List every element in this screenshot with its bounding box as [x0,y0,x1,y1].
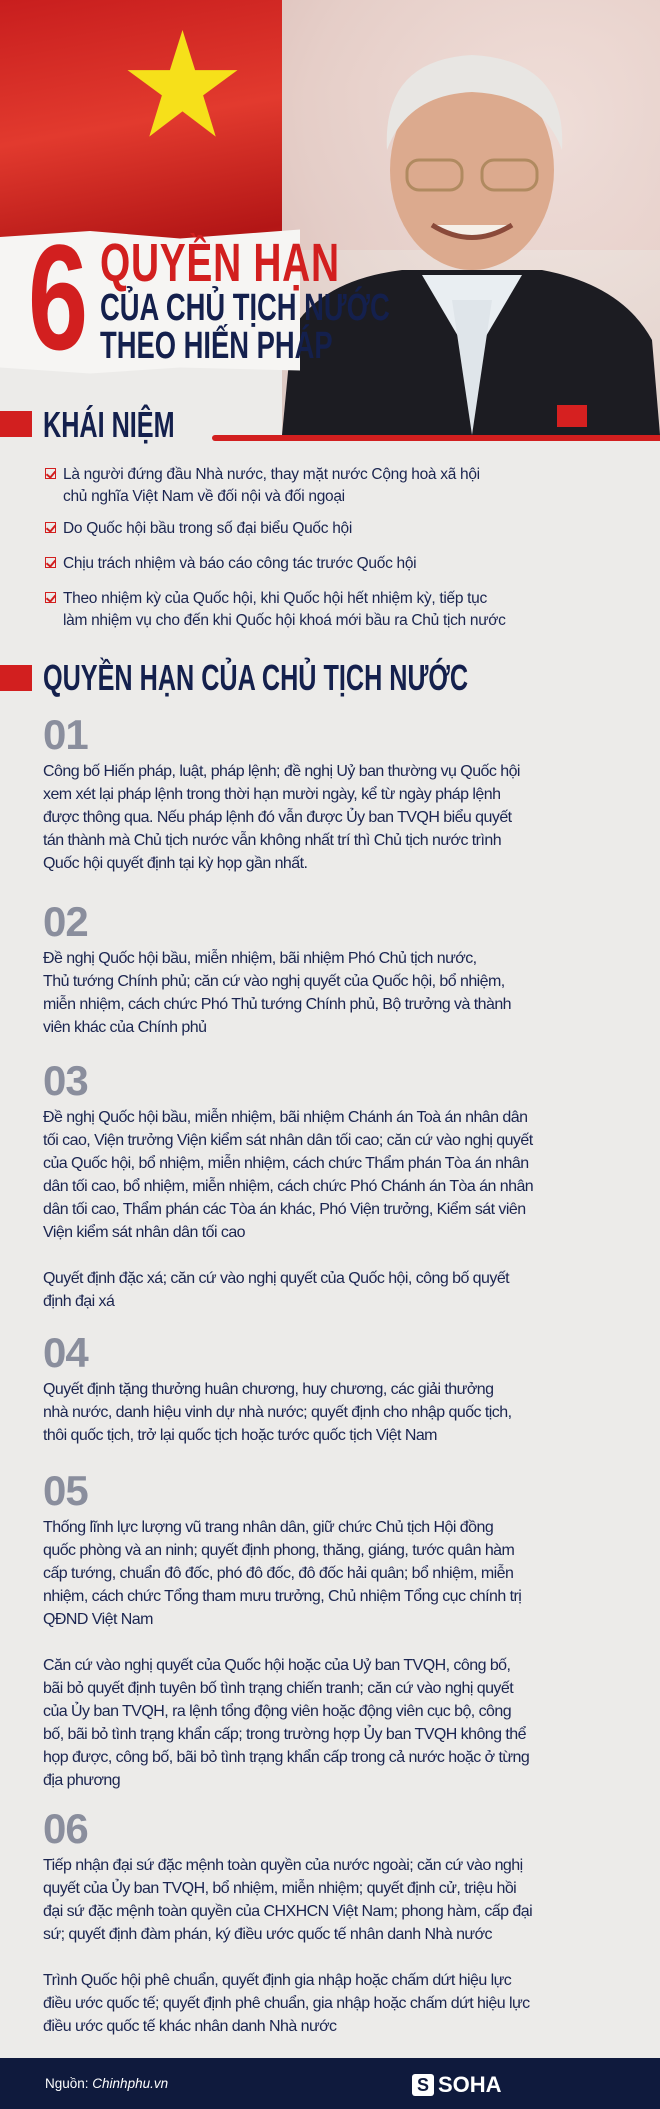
concept-item [45,588,506,632]
concept-item [45,518,352,540]
power-line: tán thành mà Chủ tịch nước vẫn không nhất trí thì Chủ tịch nước trình [43,832,502,849]
logo-mark: S [412,2074,434,2096]
power-line: viên khác của Chính phủ [43,1019,207,1036]
concept-item-line: làm nhiệm vụ cho đến khi Quốc hội khoá mới bầu ra Chủ tịch nước [63,612,506,629]
title-line-2: CỦA CHỦ TỊCH NƯỚC [100,287,390,329]
power-number: 05 [43,1467,88,1514]
checkbox-icon [45,468,56,479]
power-paragraph [43,760,520,875]
power-line: quốc phòng và an ninh; quyết định phong, thăng, giáng, tước quân hàm [43,1542,515,1559]
powers-heading: QUYỀN HẠN CỦA CHỦ TỊCH NƯỚC [43,657,469,698]
title-line-3: THEO HIẾN PHÁP [100,325,333,367]
section-marker [0,411,32,437]
power-line: QĐND Việt Nam [43,1611,153,1628]
power-line: được thông qua. Nếu pháp lệnh đó vẫn được Ủy ban TVQH biểu quyết [43,809,512,826]
power-line: miễn nhiệm, cách chức Phó Thủ tướng Chính phủ, Bộ trưởng và thành [43,996,512,1013]
power-line: định đại xá [43,1293,115,1310]
power-paragraph [43,947,511,1039]
power-line: dân tối cao, Thẩm phán các Tòa án khác, Phó Viện trưởng, Kiểm sát viên [43,1201,526,1218]
power-line: bãi bỏ quyết định tuyên bố tình trạng chiến tranh; căn cứ vào nghị quyết [43,1680,514,1697]
power-line: địa phương [43,1772,121,1789]
power-paragraph [43,1654,529,1792]
power-line: cấp tướng, chuẩn đô đốc, phó đô đốc, đô đốc hải quân; bổ nhiệm, miễn [43,1565,514,1582]
power-paragraph [43,1854,532,1946]
concept-item-line: Chịu trách nhiệm và báo cáo công tác trước Quốc hội [63,555,417,572]
concept-item [45,553,416,575]
power-line: sứ; quyết định đàm phán, ký điều ước quốc tế nhân danh Nhà nước [43,1926,492,1943]
power-paragraph [43,1516,521,1631]
power-line: nhà nước, danh hiệu vinh dự nhà nước; quyết định cho nhập quốc tịch, [43,1404,512,1421]
power-line: Đề nghị Quốc hội bầu, miễn nhiệm, bãi nhiệm Phó Chủ tịch nước, [43,950,477,967]
checkbox-icon [45,592,56,603]
power-number: 03 [43,1057,88,1104]
source-credit [45,2076,168,2091]
power-line: Viện kiểm sát nhân dân tối cao [43,1224,246,1241]
checkbox-icon [45,557,56,568]
power-line: của Quốc hội, bổ nhiệm, miễn nhiệm, cách chức Thẩm phán Tòa án nhân [43,1155,529,1172]
power-paragraph [43,1969,530,2038]
power-line: nhiệm, cách chức Tổng tham mưu trưởng, Chủ nhiệm Tổng cục chính trị [43,1588,522,1605]
title-number: 6 [28,213,89,381]
power-line: xem xét lại pháp lệnh trong thời hạn mười ngày, kể từ ngày pháp lệnh [43,786,501,803]
power-number: 06 [43,1805,88,1852]
power-paragraph [43,1267,509,1313]
power-line: Quyết định đặc xá; căn cứ vào nghị quyết của Quốc hội, công bố quyết [43,1270,510,1287]
power-line: bố, bãi bỏ tình trạng khẩn cấp; trong trường hợp Ủy ban TVQH không thể [43,1726,526,1743]
section-marker [0,665,32,691]
concept-heading: KHÁI NIỆM [43,404,175,445]
power-line: đại sứ đặc mệnh toàn quyền của CHXHCN Việt Nam; phong hàm, cấp đại [43,1903,533,1920]
star-icon [125,30,240,140]
divider-line [212,435,660,441]
power-line: Công bố Hiến pháp, luật, pháp lệnh; đề nghị Uỷ ban thường vụ Quốc hội [43,763,520,780]
power-line: Quốc hội quyết định tại kỳ họp gần nhất. [43,855,308,872]
power-line: thôi quốc tịch, trở lại quốc tịch hoặc tước quốc tịch Việt Nam [43,1427,437,1444]
source-label: Nguồn: [45,2076,93,2091]
power-paragraph [43,1106,533,1244]
power-line: quyết của Ủy ban TVQH, bổ nhiệm, miễn nhiệm; quyết định cử, triệu hồi [43,1880,517,1897]
power-line: điều ước quốc tế; quyết định phê chuẩn, gia nhập hoặc chấm dứt hiệu lực [43,1995,530,2012]
concept-item [45,464,480,508]
power-paragraph [43,1378,512,1447]
concept-item-line: chủ nghĩa Việt Nam về đối nội và đối ngoại [63,488,345,505]
power-line: Quyết định tặng thưởng huân chương, huy chương, các giải thưởng [43,1381,494,1398]
power-line: Căn cứ vào nghị quyết của Quốc hội hoặc của Uỷ ban TVQH, công bố, [43,1657,511,1674]
power-line: của Ủy ban TVQH, ra lệnh tổng động viên hoặc động viên cục bộ, công [43,1703,512,1720]
power-line: dân tối cao, bổ nhiệm, miễn nhiệm, cách chức Phó Chánh án Tòa án nhân [43,1178,534,1195]
power-number: 02 [43,898,88,945]
soha-logo [412,2072,502,2098]
power-number: 04 [43,1329,88,1376]
title-line-1: QUYỀN HẠN [100,233,340,293]
power-number: 01 [43,711,88,758]
power-line: điều ước quốc tế khác nhân danh Nhà nước [43,2018,337,2035]
concept-item-line: Theo nhiệm kỳ của Quốc hội, khi Quốc hội hết nhiệm kỳ, tiếp tục [63,590,487,607]
power-line: tối cao, Viện trưởng Viện kiểm sát nhân dân tối cao; căn cứ vào nghị quyết [43,1132,533,1149]
portrait-photo [282,0,660,435]
source-name: Chinhphu.vn [92,2076,169,2091]
concept-item-line: Là người đứng đầu Nhà nước, thay mặt nước Cộng hoà xã hội [63,466,480,483]
power-line: Tiếp nhận đại sứ đặc mệnh toàn quyền của nước ngoài; căn cứ vào nghị [43,1857,523,1874]
logo-text: SOHA [438,2072,502,2097]
power-line: Thống lĩnh lực lượng vũ trang nhân dân, giữ chức Chủ tịch Hội đồng [43,1519,494,1536]
power-line: Thủ tướng Chính phủ; căn cứ vào nghị quyết của Quốc hội, bổ nhiệm, [43,973,505,990]
concept-item-line: Do Quốc hội bầu trong số đại biểu Quốc hội [63,520,352,537]
power-line: Trình Quốc hội phê chuẩn, quyết định gia nhập hoặc chấm dứt hiệu lực [43,1972,512,1989]
power-line: Đề nghị Quốc hội bầu, miễn nhiệm, bãi nhiệm Chánh án Toà án nhân dân [43,1109,528,1126]
checkbox-icon [45,522,56,533]
power-line: họp được, công bố, bãi bỏ tình trạng khẩn cấp trong cả nước hoặc ở từng [43,1749,530,1766]
